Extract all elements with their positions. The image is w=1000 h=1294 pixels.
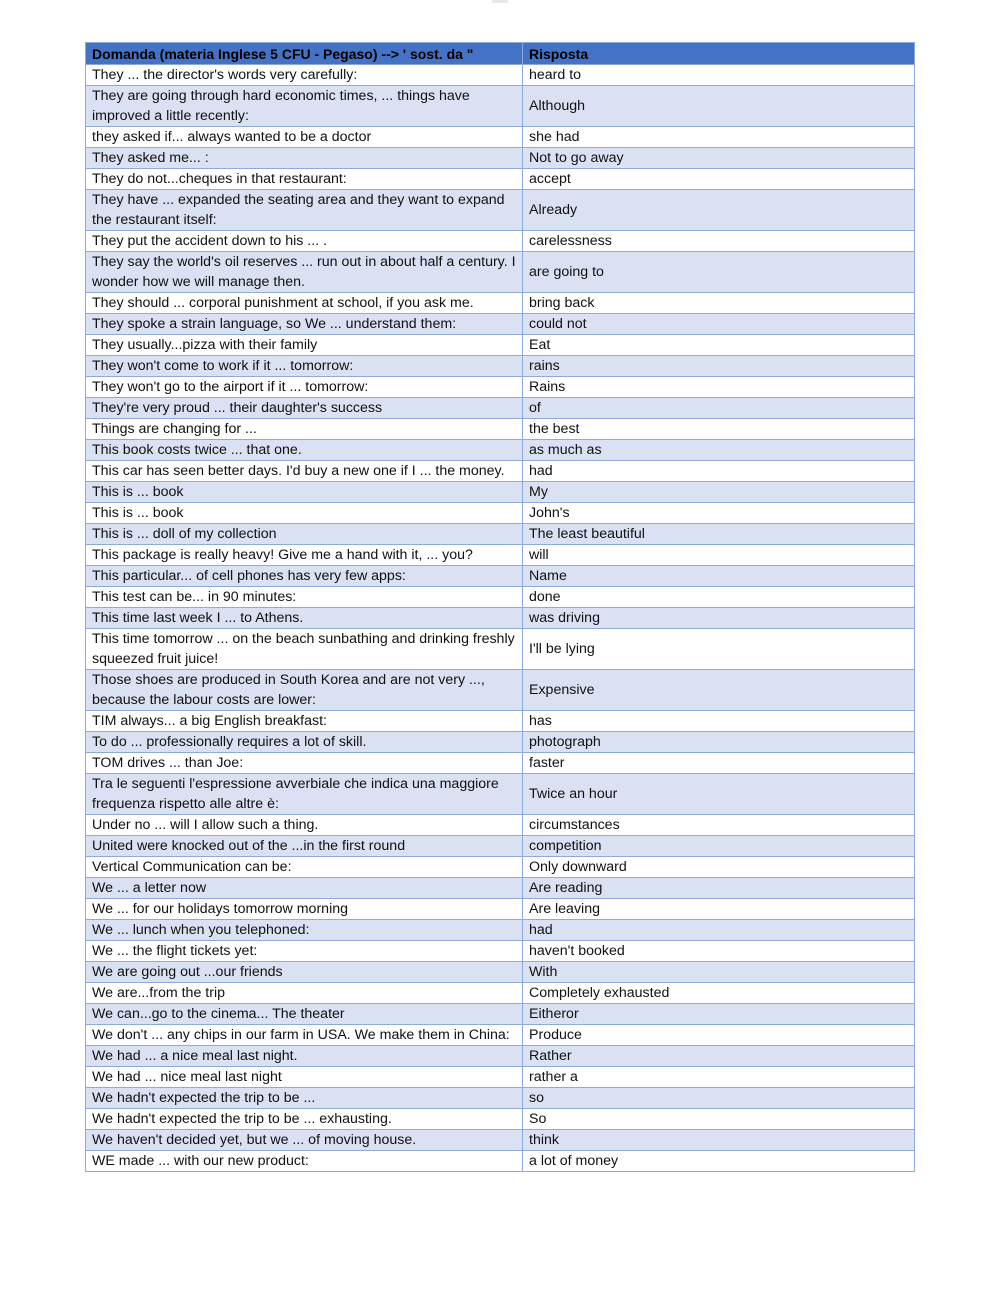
header-answer: Risposta xyxy=(523,43,915,65)
answer-cell: had xyxy=(523,920,915,941)
answer-cell: My xyxy=(523,482,915,503)
table-row xyxy=(86,461,915,482)
question-cell: Those shoes are produced in South Korea and are not very ..., because the labour costs are lower: xyxy=(86,670,523,711)
answer-cell: was driving xyxy=(523,608,915,629)
question-cell: They're very proud ... their daughter's success xyxy=(86,398,523,419)
answer-cell: a lot of money xyxy=(523,1151,915,1172)
table-row xyxy=(86,252,915,293)
question-cell: Under no ... will I allow such a thing. xyxy=(86,815,523,836)
answer-cell: circumstances xyxy=(523,815,915,836)
question-cell: They won't come to work if it ... tomorrow: xyxy=(86,356,523,377)
table-row xyxy=(86,231,915,252)
question-cell: We hadn't expected the trip to be ... xyxy=(86,1088,523,1109)
answer-cell: competition xyxy=(523,836,915,857)
question-cell: They should ... corporal punishment at school, if you ask me. xyxy=(86,293,523,314)
answer-cell: Eat xyxy=(523,335,915,356)
question-cell: We hadn't expected the trip to be ... exhausting. xyxy=(86,1109,523,1130)
answer-cell: had xyxy=(523,461,915,482)
question-cell: TOM drives ... than Joe: xyxy=(86,753,523,774)
table-row xyxy=(86,524,915,545)
table-row xyxy=(86,545,915,566)
question-cell: They ... the director's words very carefully: xyxy=(86,65,523,86)
answer-cell: could not xyxy=(523,314,915,335)
table-row xyxy=(86,314,915,335)
table-row xyxy=(86,857,915,878)
answer-cell: has xyxy=(523,711,915,732)
table-row xyxy=(86,1004,915,1025)
table-row xyxy=(86,190,915,231)
table-header-row xyxy=(86,43,915,65)
table-row xyxy=(86,440,915,461)
question-cell: We can...go to the cinema... The theater xyxy=(86,1004,523,1025)
question-cell: This time tomorrow ... on the beach sunbathing and drinking freshly squeezed fruit juice! xyxy=(86,629,523,670)
question-cell: Things are changing for ... xyxy=(86,419,523,440)
question-cell: WE made ... with our new product: xyxy=(86,1151,523,1172)
question-cell: We ... lunch when you telephoned: xyxy=(86,920,523,941)
question-cell: We had ... nice meal last night xyxy=(86,1067,523,1088)
question-cell: They do not...cheques in that restaurant: xyxy=(86,169,523,190)
answer-cell: will xyxy=(523,545,915,566)
table-row xyxy=(86,169,915,190)
qa-table xyxy=(85,42,915,1172)
answer-cell: done xyxy=(523,587,915,608)
table-row xyxy=(86,732,915,753)
question-cell: We ... the flight tickets yet: xyxy=(86,941,523,962)
question-cell: This time last week I ... to Athens. xyxy=(86,608,523,629)
answer-cell: she had xyxy=(523,127,915,148)
question-cell: This book costs twice ... that one. xyxy=(86,440,523,461)
table-row xyxy=(86,941,915,962)
table-row xyxy=(86,962,915,983)
table-row xyxy=(86,503,915,524)
answer-cell: So xyxy=(523,1109,915,1130)
table-row xyxy=(86,983,915,1004)
answer-cell: Eitheror xyxy=(523,1004,915,1025)
answer-cell: carelessness xyxy=(523,231,915,252)
answer-cell: Not to go away xyxy=(523,148,915,169)
table-body xyxy=(86,65,915,1172)
table-row xyxy=(86,398,915,419)
table-row xyxy=(86,878,915,899)
table-row xyxy=(86,566,915,587)
question-cell: This package is really heavy! Give me a hand with it, ... you? xyxy=(86,545,523,566)
question-cell: This test can be... in 90 minutes: xyxy=(86,587,523,608)
question-cell: This particular... of cell phones has very few apps: xyxy=(86,566,523,587)
question-cell: This car has seen better days. I'd buy a new one if I ... the money. xyxy=(86,461,523,482)
answer-cell: of xyxy=(523,398,915,419)
answer-cell: are going to xyxy=(523,252,915,293)
question-cell: We are...from the trip xyxy=(86,983,523,1004)
table-row xyxy=(86,711,915,732)
table-row xyxy=(86,127,915,148)
answer-cell: faster xyxy=(523,753,915,774)
answer-cell: Produce xyxy=(523,1025,915,1046)
table-row xyxy=(86,293,915,314)
answer-cell: I'll be lying xyxy=(523,629,915,670)
question-cell: TIM always... a big English breakfast: xyxy=(86,711,523,732)
question-cell: They put the accident down to his ... . xyxy=(86,231,523,252)
table-row xyxy=(86,608,915,629)
table-row xyxy=(86,815,915,836)
answer-cell: heard to xyxy=(523,65,915,86)
answer-cell: Rather xyxy=(523,1046,915,1067)
answer-cell: so xyxy=(523,1088,915,1109)
table-row xyxy=(86,356,915,377)
answer-cell: as much as xyxy=(523,440,915,461)
answer-cell: rather a xyxy=(523,1067,915,1088)
question-cell: We ... a letter now xyxy=(86,878,523,899)
answer-cell: bring back xyxy=(523,293,915,314)
question-cell: This is ... doll of my collection xyxy=(86,524,523,545)
table-row xyxy=(86,670,915,711)
question-cell: United were knocked out of the ...in the first round xyxy=(86,836,523,857)
question-cell: They say the world's oil reserves ... run out in about half a century. I wonder how we will manage then. xyxy=(86,252,523,293)
question-cell: We haven't decided yet, but we ... of moving house. xyxy=(86,1130,523,1151)
question-cell: We ... for our holidays tomorrow morning xyxy=(86,899,523,920)
question-cell: They spoke a strain language, so We ... understand them: xyxy=(86,314,523,335)
table-row xyxy=(86,920,915,941)
question-cell: This is ... book xyxy=(86,482,523,503)
question-cell: To do ... professionally requires a lot of skill. xyxy=(86,732,523,753)
answer-cell: photograph xyxy=(523,732,915,753)
table-row xyxy=(86,774,915,815)
table-row xyxy=(86,587,915,608)
table-row xyxy=(86,753,915,774)
table-row xyxy=(86,65,915,86)
answer-cell: Expensive xyxy=(523,670,915,711)
table-row xyxy=(86,1130,915,1151)
table-row xyxy=(86,1151,915,1172)
question-cell: Tra le seguenti l'espressione avverbiale che indica una maggiore frequenza rispetto alle altre è: xyxy=(86,774,523,815)
answer-cell: With xyxy=(523,962,915,983)
table-row xyxy=(86,148,915,169)
question-cell: They won't go to the airport if it ... tomorrow: xyxy=(86,377,523,398)
table-row xyxy=(86,419,915,440)
answer-cell: Completely exhausted xyxy=(523,983,915,1004)
table-row xyxy=(86,1109,915,1130)
answer-cell: think xyxy=(523,1130,915,1151)
question-cell: They asked me... : xyxy=(86,148,523,169)
question-cell: We are going out ...our friends xyxy=(86,962,523,983)
question-cell: they asked if... always wanted to be a doctor xyxy=(86,127,523,148)
table-row xyxy=(86,482,915,503)
question-cell: Vertical Communication can be: xyxy=(86,857,523,878)
table-row xyxy=(86,1025,915,1046)
question-cell: This is ... book xyxy=(86,503,523,524)
question-cell: They have ... expanded the seating area and they want to expand the restaurant itself: xyxy=(86,190,523,231)
answer-cell: John's xyxy=(523,503,915,524)
answer-cell: haven't booked xyxy=(523,941,915,962)
table-row xyxy=(86,335,915,356)
table-row xyxy=(86,1088,915,1109)
table-row xyxy=(86,1046,915,1067)
answer-cell: rains xyxy=(523,356,915,377)
answer-cell: accept xyxy=(523,169,915,190)
table-row xyxy=(86,836,915,857)
question-cell: They usually...pizza with their family xyxy=(86,335,523,356)
header-question: Domanda (materia Inglese 5 CFU - Pegaso) --> ' sost. da " xyxy=(86,43,523,65)
answer-cell: Are reading xyxy=(523,878,915,899)
answer-cell: Already xyxy=(523,190,915,231)
table-row xyxy=(86,377,915,398)
table-row xyxy=(86,899,915,920)
table-row xyxy=(86,1067,915,1088)
answer-cell: Only downward xyxy=(523,857,915,878)
answer-cell: the best xyxy=(523,419,915,440)
answer-cell: Name xyxy=(523,566,915,587)
table-row xyxy=(86,86,915,127)
table-row xyxy=(86,629,915,670)
answer-cell: Rains xyxy=(523,377,915,398)
page-top-mark xyxy=(492,0,508,3)
answer-cell: The least beautiful xyxy=(523,524,915,545)
answer-cell: Twice an hour xyxy=(523,774,915,815)
answer-cell: Although xyxy=(523,86,915,127)
question-cell: We don't ... any chips in our farm in USA. We make them in China: xyxy=(86,1025,523,1046)
question-cell: We had ... a nice meal last night. xyxy=(86,1046,523,1067)
answer-cell: Are leaving xyxy=(523,899,915,920)
question-cell: They are going through hard economic times, ... things have improved a little recently: xyxy=(86,86,523,127)
